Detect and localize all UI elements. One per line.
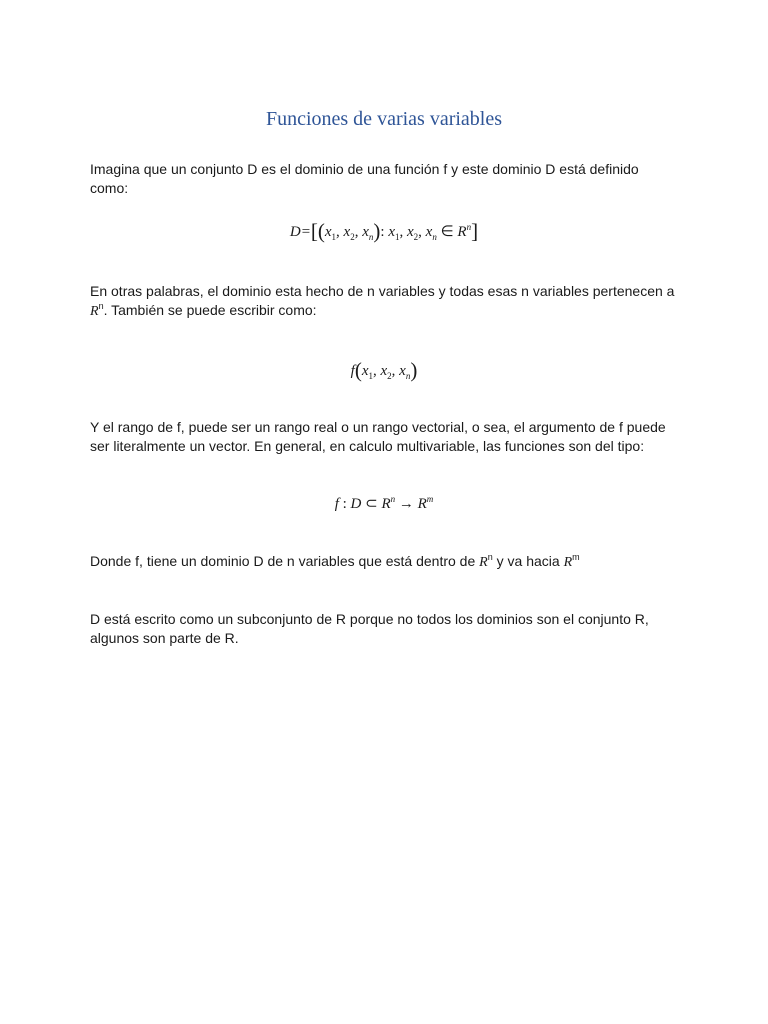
sup-m: m xyxy=(572,552,580,562)
var-R: R xyxy=(381,496,391,512)
comma: , xyxy=(336,224,344,240)
var-R: R xyxy=(563,555,573,570)
paragraph-domain-intro: Imagina que un conjunto D es el dominio de una función f y este dominio D está definido como: xyxy=(90,161,639,196)
equation-function-mapping xyxy=(0,494,768,513)
var-D: D xyxy=(350,496,362,512)
left-paren: ( xyxy=(317,219,325,243)
var-R: R xyxy=(479,555,488,570)
right-paren: ) xyxy=(410,358,418,382)
var-R: R xyxy=(417,496,427,512)
comma: , xyxy=(373,363,381,379)
var-x: x xyxy=(406,224,414,240)
sub-2: 2 xyxy=(350,232,355,242)
var-x: x xyxy=(343,224,351,240)
var-f: f xyxy=(350,363,355,379)
paragraph-subset-note: D está escrito como un subconjunto de R porque no todos los dominios son el conjunto R, algunos son parte de R. xyxy=(90,611,649,646)
sup-m: m xyxy=(426,494,434,504)
var-R: R xyxy=(457,224,467,240)
colon: : xyxy=(342,496,347,512)
var-f: f xyxy=(334,496,339,512)
comma: , xyxy=(391,363,400,379)
page-title: Funciones de varias variables xyxy=(265,108,503,130)
var-x: x xyxy=(399,363,406,379)
sup-n: n xyxy=(390,494,396,504)
paragraph-domain-codomain xyxy=(90,552,680,572)
sub-1: 1 xyxy=(331,232,337,242)
sub-n: n xyxy=(368,232,374,242)
comma: , xyxy=(354,224,363,240)
var-x: x xyxy=(324,224,332,240)
eq-lhs: D= xyxy=(289,224,311,240)
element-of-symbol: ∈ xyxy=(440,224,454,240)
var-x: x xyxy=(361,363,369,379)
right-bracket: ] xyxy=(471,219,479,243)
sub-2: 2 xyxy=(387,371,392,381)
var-R: R xyxy=(90,304,99,319)
paragraph-text: y va hacia xyxy=(496,553,560,569)
var-x: x xyxy=(388,224,395,240)
colon: : xyxy=(380,224,385,240)
sub-1: 1 xyxy=(368,371,373,381)
subset-symbol: ⊂ xyxy=(365,496,378,512)
paragraph-text: Donde f, tiene un dominio D de n variables que está dentro de xyxy=(90,553,476,569)
left-bracket: [ xyxy=(310,219,318,243)
sub-1: 1 xyxy=(394,232,400,242)
var-x: x xyxy=(425,224,433,240)
sub-n: n xyxy=(405,371,411,381)
sup-n: n xyxy=(466,222,472,232)
var-x: x xyxy=(380,363,388,379)
equation-function-notation xyxy=(0,358,768,383)
paragraph-range: Y el rango de f, puede ser un rango real o un rango vectorial, o sea, el argumento de f puede ser literalmente un vector. En general, en calculo multivariable, las funciones son del tipo: xyxy=(90,419,666,454)
comma: , xyxy=(418,224,426,240)
var-x: x xyxy=(362,224,369,240)
left-paren: ( xyxy=(354,358,362,382)
sub-2: 2 xyxy=(413,232,419,242)
arrow-symbol: → xyxy=(398,496,414,512)
paragraph-line: En otras palabras, el dominio esta hecho de n variables y todas esas n variables pertenecen a xyxy=(90,283,675,299)
comma: , xyxy=(399,224,407,240)
sup-n: n xyxy=(487,552,493,562)
sub-n: n xyxy=(432,232,437,242)
equation-domain-definition xyxy=(0,219,768,244)
right-paren: ) xyxy=(373,219,381,243)
paragraph-line: . También se puede escribir como: xyxy=(103,302,317,318)
paragraph-domain-explanation xyxy=(90,282,680,321)
sup-n: n xyxy=(98,301,104,311)
